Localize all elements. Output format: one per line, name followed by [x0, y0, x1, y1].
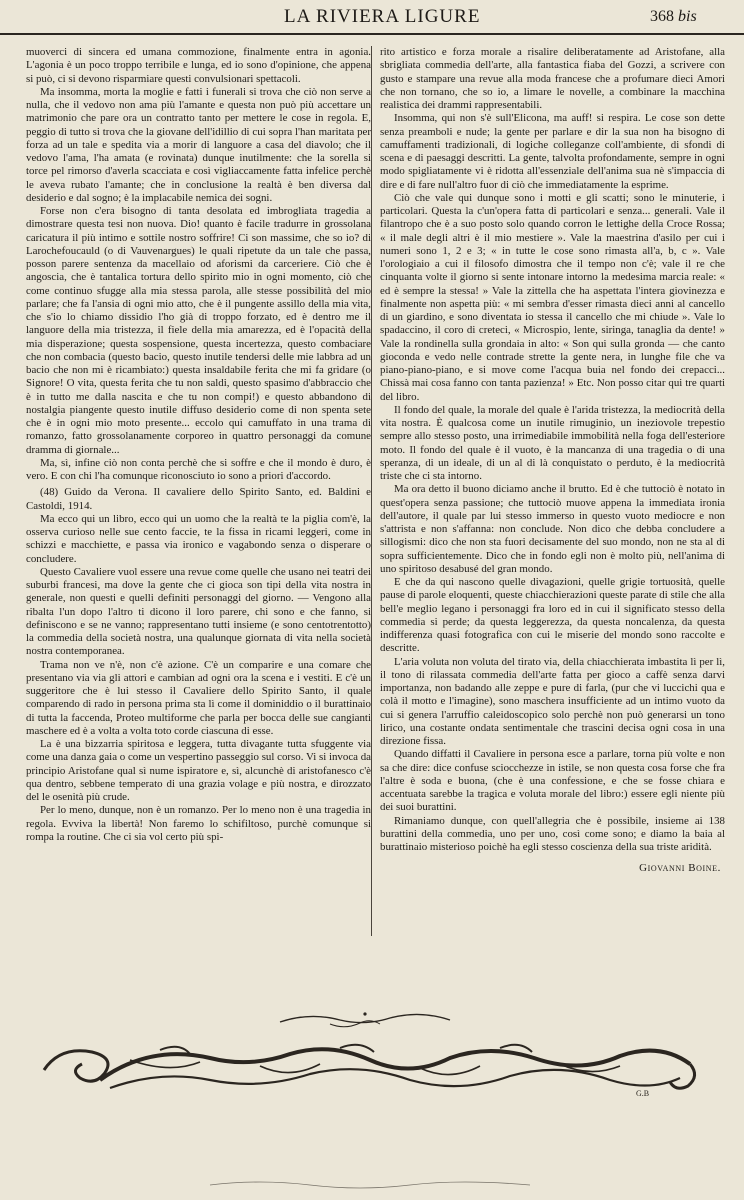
page-number-suffix: bis: [678, 8, 697, 25]
header-rule: [0, 33, 744, 35]
paragraph: E che da qui nascono quelle divagazioni, quelle grigie tortuosità, quelle pause di parole eloquenti, queste chiacchierazioni queste parate di stile che alla bell'e meglio legano i personaggi fra loro ed in cui il significato stesso della commedia si perde; da questa leggerezza, da questa noncalenza, da questa indifferenza quasi fotografica con cui le miserie del mondo sono raccolte e descritte.: [380, 576, 725, 655]
paragraph: La è una bizzarria spiritosa e leggera, tutta divagante tutta sfuggente via come una danza gaia o come un vespertino passeggio sul corso. Vi si invoca da principio Aristofane qual sì nume ispiratore e, sì, alcunchè di aristofanesco c'è qua dentro, sebbene temperato di una grazia volage e più nostra, e dirozzato del le osenità più crude.: [26, 738, 371, 803]
ornament-monogram: G.B: [636, 1089, 650, 1098]
paragraph: Ma, sì, infine ciò non conta perchè che si soffre e che il mondo è duro, è vero. E con chi l'ha comunque riconosciuto io sono a priori d'accordo.: [26, 456, 371, 482]
small-flourish-ornament: [270, 1004, 460, 1034]
page-number-value: 368: [650, 8, 674, 25]
paragraph: Il fondo del quale, la morale del quale è l'arida tristezza, la mediocrità della vita nostra. È qualcosa come un inutile rimuginio, un ineziovole trepestio sempre allo stesso posto, una irrimediabile immobilità nella foga dell'esteriore moto. Il fondo del quale è il vuoto, è la mancanza di una tragedia o di una speranza, di un ideale, di un al di là conquistato o perduto, è la mediocrità triste che ci sta intorno.: [380, 403, 725, 482]
paragraph: Ma ora detto il buono diciamo anche il brutto. Ed è che tuttociò è notato in quest'opera senza passione; che tuttociò muove appena la immediata ironia dell'autore, il quale par lui stesso immerso in questo vuoto mediocre e non s'attrista e non s'affanna: non conclude. Non dico che debba concludere a sillogismi: dico che non sta fuori decisamente del suo mondo, non ne sta al di sopra sufficientemente. Dico che in fondo egli non è molto più, nell'anima di uno spiritoso desabusé del gran mondo.: [380, 483, 725, 575]
left-column: [26, 46, 371, 946]
book-reference: (48) Guido da Verona. Il cavaliere dello Spirito Santo, ed. Baldini e Castoldi, 1914.: [26, 486, 371, 512]
right-column: [380, 46, 725, 946]
paragraph: Insomma, qui non s'è sull'Elicona, ma auff! si respira. Le cose son dette senza preamboli e nude; la gente per parlare e dir la sua non ha bisogno di camuffamenti tradizionali, di logiche colleganze coll'ambiente, di sfondi di scena e di paesaggi descritti. La gente, talvolta profondamente, sempre in ogni modo spigliatamente vi è ridotta all'essenziale dell'anima sua nè s'impaccia di dire e di fare null'altro fuor di ciò che immediatamente la esprime.: [380, 112, 725, 191]
page-header: [0, 0, 744, 34]
page-number: [650, 8, 697, 26]
paragraph: Forse non c'era bisogno di tanta desolata ed imbrogliata tragedia a dimostrare questa tesi non nuova. Dio! quanto è facile tradurre in grossolana caricatura il più intimo e sottile nostro soffrire! Ci son massime, che so io? di Larochefoucauld (o di Vauvenargues) le quali ripetute da un tale che passa, posson parere sentenza da macellaio od aforismi da carceriere. Ciò che è angoscia, che è tantalica tortura dello spirito mio in ogni momento, ciò che come continuo sfugge alla mia stessa parola, alle stesse possibilità del mio parlare; che fa l'ansia di ogni mio atto, che è il pungente assillo della mia vita, che s'io lo chiamo dissidio l'ho già di troppo forzato, ed è dentro me il languore della mia tristezza, il fiele della mia amarezza, ed è l'opacità della mia disperazione; questa sospensione, questa incertezza, questo combaciare che non combacia (questo bacio, questo inutile tendersi delle mie labbra ad un bacio che non mi è ricambiato:) questa insaldabile ferita che mi fa gridare (o Signore! O vita, questa ferita che tu non saldi, questo spasimo d'abbraccio che è in tutto me dalla nascita e che tu non compi!) e questo abbandono di nostalgia piangente questo inutile diffuso desiderio come di non spenta sete che è in ogni mio moto presente... eccolo qui camuffato in una trama di romanzo, fatto grossolanamente corporeo in quattro personaggi da comune dramma di giornale...: [26, 205, 371, 456]
paragraph: Per lo meno, dunque, non è un romanzo. Per lo meno non è una tragedia in regola. Evviva la libertà! Non faremo lo schifiltoso, purchè comunque si rompa la routine. Che ci sia vol certo più spi-: [26, 804, 371, 843]
paragraph: Trama non ve n'è, non c'è azione. C'è un comparire e una comare che presentano via via gli attori e cambian ad ogni ora la scena e i vestiti. E c'è un suggeritore che è lui stesso il Cavaliere dello Spirito Santo, il quale comparendo di rado in persona prima sta lì come il dominiddio o il burattinaio di tutta la faccenda, Proteo multiforme che parla per bocca delle sue cangianti maschere ed è a volta a volta toto corde ciascuna di esse.: [26, 658, 371, 737]
paragraph: Quando diffatti il Cavaliere in persona esce a parlare, torna più volte e non sa che dire: dice confuse sciocchezze in istile, se non questa cosa forse che fra l'altre è soda e buona, (che è una confessione, e che se fosse chiara e accentuata sarebbe la tragica e voluta morale del libro:) essere egli niente più dei suoi burattini.: [380, 748, 725, 814]
paragraph: L'aria voluta non voluta del tirato via, della chiacchierata imbastita lì per lì, il tono di rilassata commedia dell'arte fatta per gioco a caffè senza darvi importanza, non badando alle zeppe e pure di farla, (pur che vi luccichi qua e colà il motto e l'imagine), sono maschera insufficiente ad un intimo vuoto da cui si genera l'arruffio caleidoscopico solo perchè non può generarsi un tono lirico, una costante ondata sentimentale che trascini decisa ogni cosa in una direzione fissa.: [380, 655, 725, 747]
author-signature: Giovanni Boine.: [639, 862, 721, 875]
running-title: LA RIVIERA LIGURE: [284, 6, 481, 27]
printer-mark: [200, 1175, 540, 1193]
column-divider: [371, 46, 372, 936]
art-nouveau-border-ornament: [40, 1040, 704, 1100]
paragraph: muoverci di sincera ed umana commozione, finalmente entra in agonia. L'agonia è un poco troppo terribile e lunga, ed io sono d'opinione, che appena si può, ci si devono risparmiare questi convulsionari spettacoli.: [26, 46, 371, 85]
paragraph: rito artistico e forza morale a risalire deliberatamente ad Aristofane, alla sbrigliata commedia dell'arte, alla fantastica fiaba del Gozzi, a scrivere con gusto e stampare una revue alla moda francese che a profumare dieci Amori che non tornano, che so io, a limare le novelle, a combinare la macchina realistica dei drammi rappresentabili.: [380, 46, 725, 111]
paragraph: Questo Cavaliere vuol essere una revue come quelle che usano nei teatri dei suburbi francesi, ma dove la gente che ci gioca son tipi della vita nostra in generale, non questi e quelli definiti personaggi del giorno. — Vengono alla ribalta l'un dopo l'altro ti dicono il loro parere, chi sono e che fanno, si definiscono e se ne vanno; rappresentano tutti insieme (e sono centotrentotto) la commedia della società nostra, una qualunque giornata di vita nella società nostra contemporanea.: [26, 565, 371, 658]
paragraph: Rimaniamo dunque, con quell'allegria che è possibile, insieme ai 138 burattini della commedia, uno per uno, così come sono; e diamo la baia al burattinaio misterioso poichè ha egli stesso coscienza della sua triste aridità.: [380, 814, 725, 853]
paragraph: Ma ecco qui un libro, ecco qui un uomo che la realtà te la piglia com'è, la osserva curioso nelle sue cento faccie, te la fissa in ricami leggeri, come in schizzi e macchiette, e passa via ironico e vagabondo senza o disperare o concludere.: [26, 512, 371, 565]
paragraph: Ma insomma, morta la moglie e fatti i funerali si trova che ciò non serve a nulla, che il vedovo non ama più l'amante e questa non può più accettare un matrimonio che pare ora un contratto tanto per mettere le cose in regola. E, peggio di tutto si trova che la giovane dell'idillio di cui sopra l'han maritata per forza ad un tale e spedita via a morir di languore a casa del diavolo; che il vedovo l'ama, l'ha amata (e rovinata) dunque inutilmente: che la sorella si torce pel rimorso d'averla scacciata e così vigliaccamente fatta infelice perchè le aveva rubato l'amante; che in conclusione la realtà è ben diversa dal desiderio e dal sogno; è la implacabile nemica dei sogni.: [26, 85, 371, 204]
paragraph: Ciò che vale qui dunque sono i motti e gli scatti; sono le minuterie, i particolari. Questa la c'un'opera fatta di particolari e senza... generali. Vale il filantropo che è a suo posto solo quando corron le lettighe della Croce Rossa; « il male degli altri è il mio mestiere ». Vale la maestrina d'asilo per cui i numeri sono 1, 2 e 3; « in tutte le cose sono rimasta all'a, b, c ». Vale l'orologiaio a cui il filosofo dimostra che il tempo non c'è; vale il re che cinquanta volte il giorno si sente intonare intorno la medesima marcia reale: « ed è sempre la stessa! » Vale la zittella che ha aspettata l'intera giovinezza e finalmente non aspetta più: « mi sembra d'esser rimasta dieci anni al cancello di un giardino, e sono diventata io stessa il cancello che mi chiude ». Vale lo spadaccino, il coro di creteci, « Microspio, lente, siringa, tanaglia da dente! » Vale la rondinella sulla grondaia in alto: « Son qui sulla gronda — che canto gioconda e vedo nelle contrade strette la gente nera, in lunghe file che va piano-piano-piano, e si move come l'acqua buia nel fondo dei crepacci... Chissà mai cosa fanno con tanta pazienza! » Etc. Non posso citar qui tre quarti del libro.: [380, 191, 725, 403]
